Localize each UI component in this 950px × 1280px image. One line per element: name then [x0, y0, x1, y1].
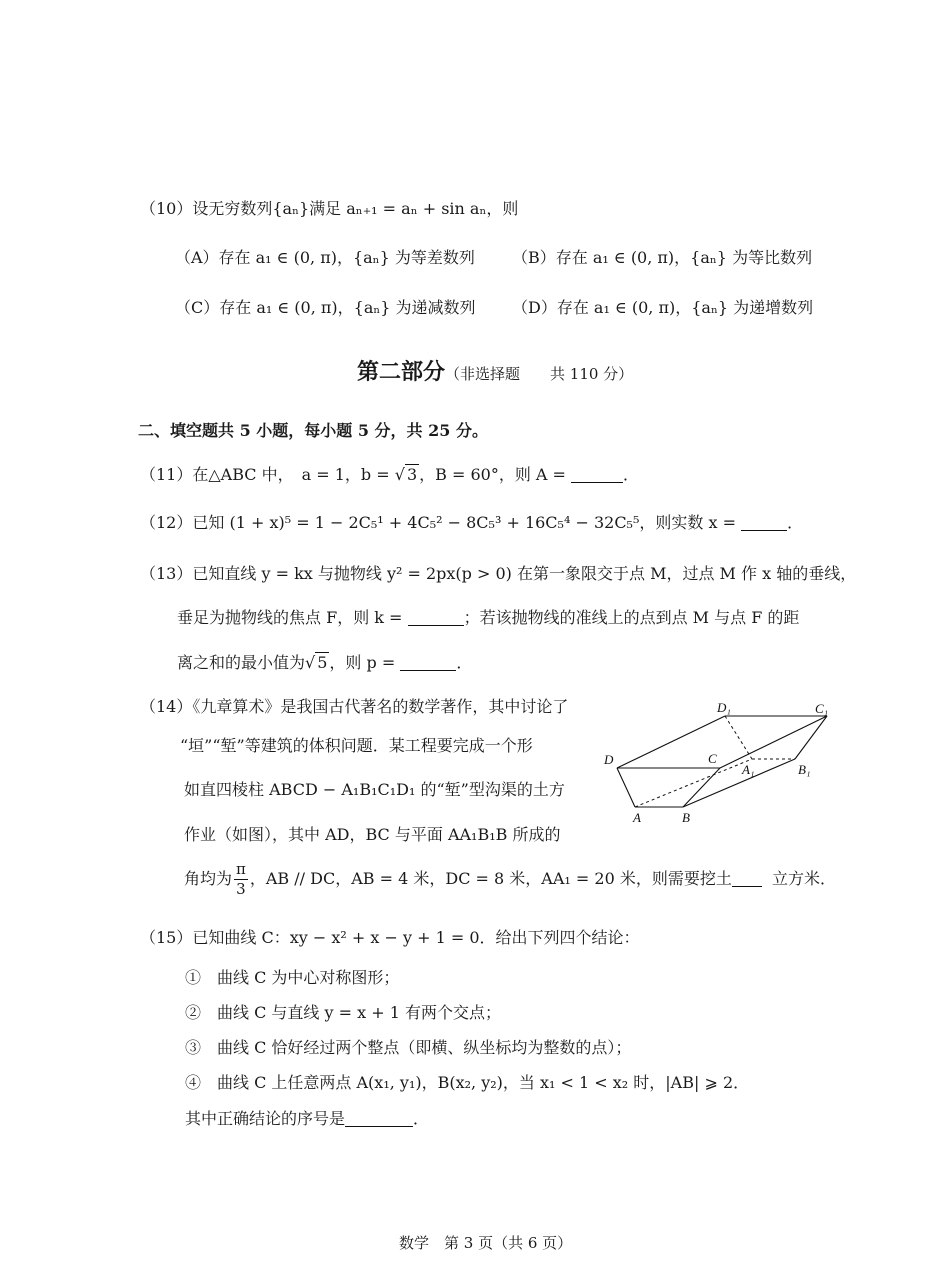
q11-answer-blank[interactable]: [571, 466, 623, 483]
q14-answer-blank[interactable]: [732, 870, 762, 887]
q11: （11）在△ABC 中， a = 1，b = √ 3 ，B = 60°，则 A = ．: [140, 465, 640, 484]
q13-line2-pre: 垂足为抛物线的焦点 F，则 k =: [177, 608, 408, 627]
label-d: D: [604, 752, 614, 767]
part2-header: [357, 355, 633, 386]
label-a1: A₁: [742, 762, 755, 777]
q12-answer-blank[interactable]: [741, 514, 787, 531]
q14-line5-post: 立方米．: [772, 869, 837, 888]
q11-sqrt: 3: [406, 465, 418, 484]
q14-fraction: [234, 862, 248, 897]
q15-statement-3: ③ 曲线 C 恰好经过两个整点（即横、纵坐标均为整数的点）；: [185, 1038, 632, 1057]
part2-subtitle: （非选择题 共 110 分）: [445, 365, 634, 383]
q15-statement-4: ④ 曲线 C 上任意两点 A(x₁, y₁)，B(x₂, y₂)，当 x₁ < 1 < x₂ 时，|AB| ⩾ 2．: [185, 1073, 750, 1092]
q14-line1: （14）《九章算术》是我国古代著名的数学著作，其中讨论了: [140, 697, 569, 716]
q10-option-a: （A）存在 a₁ ∈ (0, π)，{aₙ} 为等差数列: [175, 248, 475, 267]
edge-c1b1: [795, 716, 827, 759]
label-b: B: [682, 810, 690, 825]
q13-line3-post: ．: [456, 653, 473, 672]
q12-post: ．: [787, 513, 804, 532]
page-footer: 数学 第 3 页（共 6 页）: [399, 1234, 573, 1252]
edge-da: [617, 768, 635, 807]
q14-line2: “垣”“堑”等建筑的体积问题．某工程要完成一个形: [180, 736, 533, 755]
q14-line5: [184, 862, 836, 897]
part2-title: 第二部分: [357, 359, 446, 385]
edge-bc: [683, 768, 720, 807]
label-c1: C₁: [815, 701, 829, 716]
q12: [140, 510, 803, 533]
edge-bb1: [683, 759, 795, 807]
edge-d1a1-hidden: [725, 716, 752, 759]
q14-frac-den: 3: [236, 880, 246, 898]
q13-k-blank[interactable]: [408, 609, 464, 626]
edge-cc1: [720, 716, 827, 768]
q15-statement-2: ② 曲线 C 与直线 y = x + 1 有两个交点；: [185, 1003, 501, 1022]
q13-line1: （13）已知直线 y = kx 与抛物线 y² = 2px(p > 0) 在第一象限交于点 M，过点 M 作 x 轴的垂线，: [140, 564, 857, 583]
q14-line5-mid: ，AB // DC，AB = 4 米，DC = 8 米，AA₁ = 20 米，则需要挖土: [249, 869, 732, 888]
section2-heading: 二、填空题共 5 小题，每小题 5 分，共 25 分。: [138, 421, 488, 440]
q14-line5-pre: 角均为: [184, 869, 233, 888]
q13-line3-sqrt: 5: [317, 653, 328, 672]
q14-frac-num: π: [236, 860, 246, 878]
q10-option-c: （C）存在 a₁ ∈ (0, π)，{aₙ} 为递减数列: [175, 298, 476, 317]
label-b1: B₁: [798, 762, 811, 777]
q13-line2: [177, 605, 799, 628]
q14-line4: 作业（如图），其中 AD，BC 与平面 AA₁B₁B 所成的: [184, 825, 561, 844]
q10-stem: （10）设无穷数列{aₙ}满足 aₙ₊₁ = aₙ + sin aₙ，则: [140, 199, 519, 218]
label-c: C: [708, 751, 717, 766]
edge-aa1-hidden: [635, 759, 755, 807]
q11-pre: （11）在△ABC 中， a = 1，b =: [140, 465, 395, 484]
q15-final-post: ．: [413, 1109, 430, 1128]
q15-final-pre: 其中正确结论的序号是: [185, 1109, 346, 1128]
q11-post: ．: [623, 465, 640, 484]
q15-statement-1: ① 曲线 C 为中心对称图形；: [185, 968, 400, 987]
q13-line3: 离之和的最小值为√ 5 ，则 p = ．: [177, 653, 473, 672]
label-a: A: [633, 810, 641, 825]
q15-final: [185, 1106, 429, 1129]
trench-prism-figure: [600, 698, 840, 828]
q10-option-d: （D）存在 a₁ ∈ (0, π)，{aₙ} 为递增数列: [512, 298, 814, 317]
label-d1: D₁: [717, 700, 731, 715]
q11-mid: ，B = 60°，则 A =: [419, 465, 572, 484]
q13-p-blank[interactable]: [400, 654, 456, 671]
q13-line3-pre: 离之和的最小值为: [177, 653, 306, 672]
q15-answer-blank[interactable]: [345, 1110, 413, 1127]
q14-line3: 如直四棱柱 ABCD − A₁B₁C₁D₁ 的“堑”型沟渠的土方: [184, 780, 565, 799]
q13-line2-post: ；若该抛物线的准线上的点到点 M 与点 F 的距: [463, 608, 800, 627]
q12-pre: （12）已知 (1 + x)⁵ = 1 − 2C₅¹ + 4C₅² − 8C₅³ + 16C₅⁴ − 32C₅⁵，则实数 x =: [140, 513, 742, 532]
q10-option-b: （B）存在 a₁ ∈ (0, π)，{aₙ} 为等比数列: [512, 248, 813, 267]
q15-stem: （15）已知曲线 C：xy − x² + x − y + 1 = 0．给出下列四个结论：: [140, 928, 640, 947]
q13-line3-mid: ，则 p =: [329, 653, 401, 672]
